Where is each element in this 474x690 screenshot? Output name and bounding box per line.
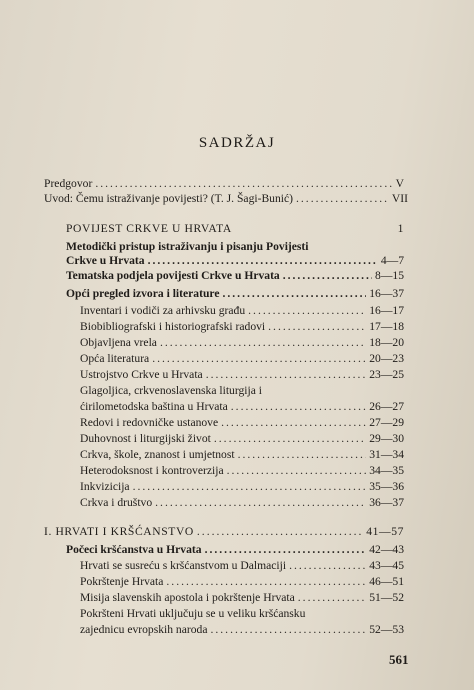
leader-dots <box>206 368 367 382</box>
leader-dots <box>166 575 366 589</box>
toc-entry-page: 26—27 <box>369 400 404 413</box>
toc-entry-page: V <box>395 177 404 190</box>
toc-entry-page: 16—37 <box>369 287 404 300</box>
leader-dots <box>148 254 378 268</box>
leader-dots <box>152 352 366 366</box>
toc-entry <box>80 559 404 573</box>
toc-entry-page: 36—37 <box>369 496 404 509</box>
toc-entry <box>66 254 404 268</box>
toc-entry-title: Opća literatura <box>80 352 150 365</box>
leader-dots <box>160 336 366 350</box>
toc-entry-title: Opći pregled izvora i literature <box>66 287 220 300</box>
toc-entry-title: Objavljena vrela <box>80 336 157 349</box>
toc-entry <box>80 432 404 446</box>
toc-entry-page: 8—15 <box>375 269 404 282</box>
toc-entry-page: 20—23 <box>369 352 404 365</box>
toc-entry-title: POVIJEST CRKVE U HRVATA <box>66 222 232 235</box>
toc-entry-title: Pokrštenje Hrvata <box>80 575 164 588</box>
leader-dots <box>222 287 366 301</box>
toc-entry <box>80 352 404 366</box>
toc-entry-title: Redovi i redovničke ustanove <box>80 416 219 429</box>
toc-entry-page: 41—57 <box>366 525 404 538</box>
leader-dots <box>289 559 366 573</box>
toc-entry-title: Pokršteni Hrvati uključuju se u veliku kršćansku <box>80 607 306 620</box>
toc-entry <box>66 543 404 557</box>
toc-entry-page: 16—17 <box>369 304 404 317</box>
toc-entry <box>80 480 404 494</box>
page-title: SADRŽAJ <box>198 135 276 151</box>
toc-entry-title: Crkva, škole, znanost i umjetnost <box>80 448 235 461</box>
toc-entry-title: Glagoljica, crkvenoslavenska liturgija i <box>80 384 263 397</box>
leader-dots <box>283 269 372 283</box>
toc-entry-title: Biobibliografski i historiografski radovi <box>80 320 266 333</box>
toc-entry <box>80 464 404 478</box>
toc-entry <box>80 416 404 430</box>
toc-entry-page: 29—30 <box>369 432 404 445</box>
toc-entry-title: Inkvizicija <box>80 480 130 493</box>
leader-dots <box>248 304 366 318</box>
toc-entry-page: 23—25 <box>369 368 404 381</box>
toc-entry-page: 4—7 <box>380 254 404 267</box>
leader-dots <box>133 480 367 494</box>
toc-entry <box>80 304 404 318</box>
leader-dots <box>210 623 366 637</box>
leader-dots <box>296 192 389 206</box>
toc-entry-page: 42—43 <box>369 543 404 556</box>
toc-entry-page: 43—45 <box>369 559 404 572</box>
toc-entry <box>80 448 404 462</box>
toc-entry <box>44 177 404 191</box>
toc-entry-page: 1 <box>397 222 404 235</box>
toc-entry-title: Crkva i društvo <box>80 496 153 509</box>
toc-entry-title: Predgovor <box>44 177 93 190</box>
toc-entry-title: Duhovnost i liturgijski život <box>80 432 211 445</box>
leader-dots <box>155 496 366 510</box>
leader-dots <box>268 320 366 334</box>
toc-entry-page: 35—36 <box>369 480 404 493</box>
toc-entry-title: zajednicu evropskih naroda <box>80 623 208 636</box>
toc-entry <box>44 525 404 539</box>
toc-entry-page: 27—29 <box>369 416 404 429</box>
toc-entry-page: 17—18 <box>369 320 404 333</box>
leader-dots <box>231 400 366 414</box>
toc-entry-title: Ustrojstvo Crkve u Hrvata <box>80 368 203 381</box>
toc-entry-title: I. HRVATI I KRŠĆANSTVO <box>44 525 194 538</box>
toc-entry-title: Crkve u Hrvata <box>66 254 145 267</box>
toc-entry-page: 51—52 <box>369 591 404 604</box>
toc-entry-title: Uvod: Čemu istraživanje povijesti? (T. J. Šagi-Bunić) <box>44 192 293 205</box>
toc-entry <box>66 222 404 236</box>
page-number: 561 <box>389 652 409 667</box>
toc-entry-page: 46—51 <box>369 575 404 588</box>
toc-entry <box>66 287 404 301</box>
toc-entry <box>80 336 404 350</box>
leader-dots <box>238 448 367 462</box>
toc-entry <box>66 269 404 283</box>
toc-entry-page: 31—34 <box>369 448 404 461</box>
toc-entry-page: 52—53 <box>369 623 404 636</box>
toc-entry-page: 18—20 <box>369 336 404 349</box>
toc-entry <box>80 320 404 334</box>
toc-entry-title: Tematska podjela povijesti Crkve u Hrvata <box>66 269 280 282</box>
toc-entry <box>80 496 404 510</box>
toc-entry-title: Inventari i vodiči za arhivsku građu <box>80 304 246 317</box>
toc-entry-title: ćirilometodska baština u Hrvata <box>80 400 228 413</box>
toc-entry <box>80 400 404 414</box>
toc-entry-page: 34—35 <box>369 464 404 477</box>
toc-entry-title: Počeci kršćanstva u Hrvata <box>66 543 202 556</box>
toc-entry <box>80 591 404 605</box>
toc-entry-title: Metodički pristup istraživanju i pisanju Povijesti <box>66 240 309 253</box>
leader-dots <box>227 464 367 478</box>
leader-dots <box>214 432 366 446</box>
leader-dots <box>197 525 363 539</box>
toc-entry-page: VII <box>391 192 408 205</box>
toc-entry-title: Heterodoksnost i kontroverzija <box>80 464 224 477</box>
leader-dots <box>205 543 367 557</box>
leader-dots <box>298 591 366 605</box>
toc-entry-title: Misija slavenskih apostola i pokrštenje Hrvata <box>80 591 295 604</box>
toc-entry <box>44 192 408 206</box>
toc-entry <box>80 368 404 382</box>
toc-entry <box>80 623 404 637</box>
toc-entry <box>80 575 404 589</box>
leader-dots <box>95 177 392 191</box>
leader-dots <box>221 416 366 430</box>
toc-entry-title: Hrvati se susreću s kršćanstvom u Dalmaciji <box>80 559 287 572</box>
